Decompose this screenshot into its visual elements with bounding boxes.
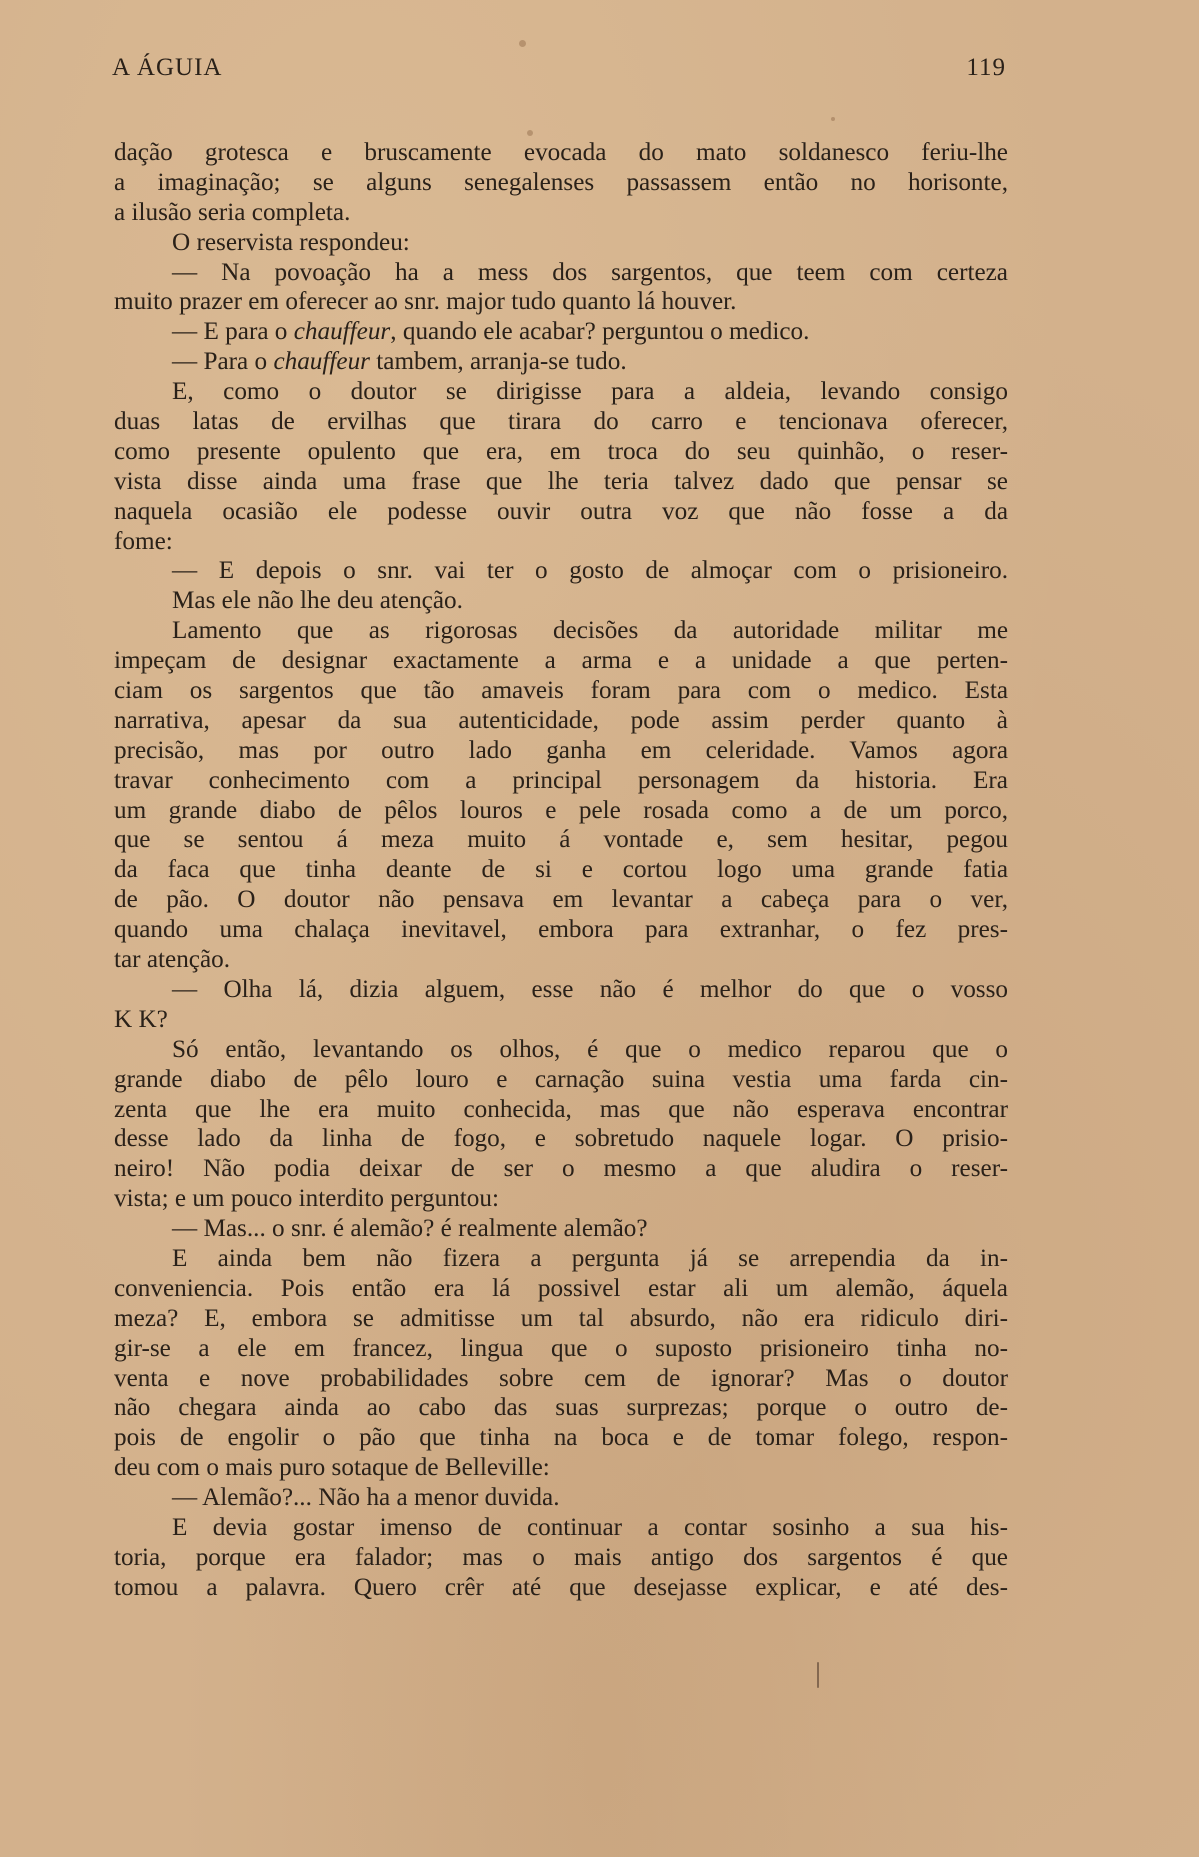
text-line: — E depois o snr. vai ter o gosto de almoçar com o prisioneiro. [172,557,1008,585]
text-line: a imaginação; se alguns senegalenses passassem então no horisonte, [114,168,1008,196]
text-segment: , quando ele acabar? perguntou o medico. [390,318,810,346]
text-line: E, como o doutor se dirigisse para a aldeia, levando consigo [172,378,1008,406]
text-line: precisão, mas por outro lado ganha em celeridade. Vamos agora [114,736,1008,764]
text-line: travar conhecimento com a principal personagem da historia. Era [114,766,1008,794]
text-line: deu com o mais puro sotaque de Belleville: [114,1454,550,1482]
ink-speck [527,130,533,136]
italic-term: chauffeur [293,318,391,346]
text-line: — Olha lá, dizia alguem, esse não é melhor do que o vosso [172,975,1008,1003]
text-line: muito prazer em oferecer ao snr. major tudo quanto lá houver. [114,288,737,316]
text-line: ciam os sargentos que tão amaveis foram para com o medico. Esta [114,677,1008,705]
text-line: tomou a palavra. Quero crêr até que desejasse explicar, e até des- [114,1573,1008,1601]
text-line: tar atenção. [114,946,231,974]
ink-speck [831,117,835,121]
text-segment: tambem, arranja-se tudo. [369,348,627,376]
text-line: Mas ele não lhe deu atenção. [172,587,463,615]
text-line: K K? [114,1005,168,1033]
text-line: Só então, levantando os olhos, é que o medico reparou que o [172,1035,1008,1063]
text-line: gir-se a ele em francez, lingua que o suposto prisioneiro tinha no- [114,1334,1008,1362]
text-line: de pão. O doutor não pensava em levantar a cabeça para o ver, [114,886,1008,914]
text-line: E devia gostar imenso de continuar a contar sosinho a sua his- [172,1513,1008,1541]
text-line: grande diabo de pêlo louro e carnação suina vestia uma farda cin- [114,1065,1008,1093]
running-title: A ÁGUIA [112,54,223,81]
page-number: 119 [966,54,1006,81]
body-text [114,138,1008,1603]
text-line: conveniencia. Pois então era lá possivel estar ali um alemão, áquela [114,1274,1008,1302]
text-line: toria, porque era falador; mas o mais antigo dos sargentos é que [114,1543,1008,1571]
text-line: um grande diabo de pêlos louros e pele rosada como a de um porco, [114,796,1008,824]
text-line: meza? E, embora se admitisse um tal absurdo, não era ridiculo diri- [114,1304,1008,1332]
text-segment: — Para o [172,348,274,376]
text-line: não chegara ainda ao cabo das suas surprezas; porque o outro de- [114,1394,1008,1422]
text-line: desse lado da linha de fogo, e sobretudo naquele logar. O prisio- [114,1125,1008,1153]
text-line: — Na povoação ha a mess dos sargentos, que teem com certeza [172,258,1008,286]
italic-term: chauffeur [273,348,370,376]
text-line: venta e nove probabilidades sobre cem de ignorar? Mas o doutor [114,1364,1008,1392]
text-line: duas latas de ervilhas que tirara do carro e tencionava oferecer, [114,408,1008,436]
text-line: neiro! Não podia deixar de ser o mesmo a que aludira o reser- [114,1155,1008,1183]
text-line: vista disse ainda uma frase que lhe teria talvez dado que pensar se [114,467,1008,495]
text-line: da faca que tinha deante de si e cortou logo uma grande fatia [114,856,1008,884]
text-line: que se sentou á meza muito á vontade e, sem hesitar, pegou [114,826,1008,854]
text-line: O reservista respondeu: [172,228,410,256]
text-line: vista; e um pouco interdito perguntou: [114,1185,499,1213]
text-line: quando uma chalaça inevitavel, embora para extranhar, o fez pres- [114,916,1008,944]
text-line: dação grotesca e bruscamente evocada do mato soldanesco feriu-lhe [114,139,1008,166]
ink-speck [817,1662,819,1688]
text-line: impeçam de designar exactamente a arma e a unidade a que perten- [114,647,1008,675]
text-line: E ainda bem não fizera a pergunta já se arrependia da in- [172,1244,1008,1272]
text-line: naquela ocasião ele podesse ouvir outra voz que não fosse a da [114,497,1008,525]
text-line: — Alemão?... Não ha a menor duvida. [172,1484,560,1512]
text-line: pois de engolir o pão que tinha na boca e de tomar folego, respon- [114,1424,1008,1452]
ink-speck [519,40,526,47]
text-line: fome: [114,527,173,555]
text-line: zenta que lhe era muito conhecida, mas que não esperava encontrar [114,1095,1008,1123]
text-line: Lamento que as rigorosas decisões da autoridade militar me [172,617,1008,645]
text-line: — Mas... o snr. é alemão? é realmente alemão? [172,1215,648,1243]
text-line [114,317,1008,347]
text-line: a ilusão seria completa. [114,198,351,226]
text-segment: — E para o [172,318,294,346]
text-line: como presente opulento que era, em troca do seu quinhão, o reser- [114,437,1008,465]
text-line: narrativa, apesar da sua autenticidade, pode assim perder quanto à [114,706,1008,734]
running-head [112,54,1006,90]
text-line [114,347,1008,377]
